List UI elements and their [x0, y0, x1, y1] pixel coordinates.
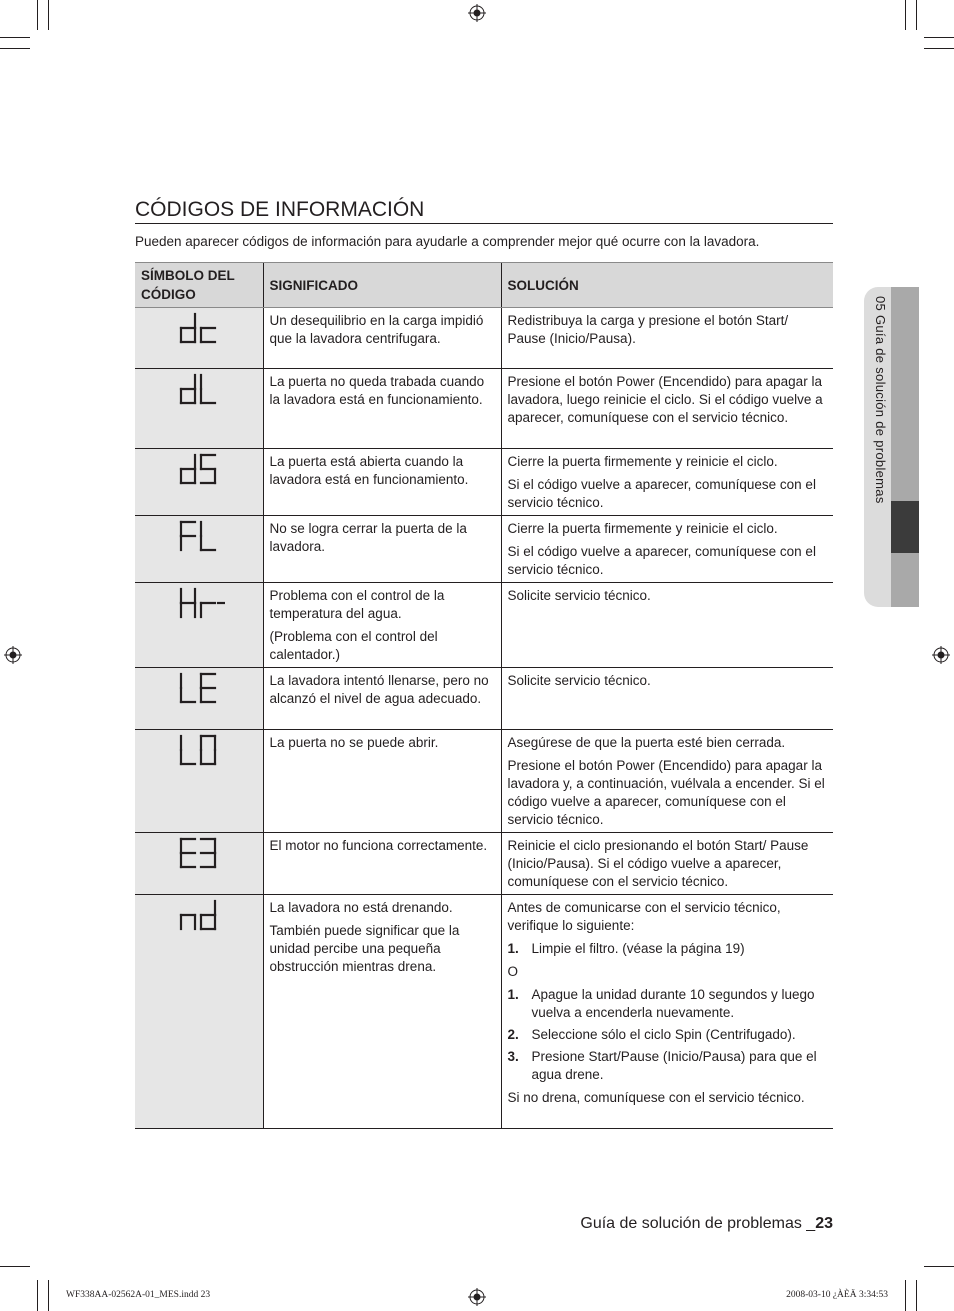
seven-segment-code — [179, 310, 227, 346]
crop-mark — [924, 1266, 954, 1267]
list-item — [508, 940, 828, 958]
header-solution: SOLUCIÓN — [501, 263, 833, 308]
footer-section-label: Guía de solución de problemas _ — [580, 1215, 816, 1232]
meaning-text: La puerta no se puede abrir. — [269, 735, 439, 750]
meaning-cell — [263, 308, 501, 369]
crop-mark — [0, 48, 30, 49]
code-symbol — [135, 583, 263, 668]
seven-segment-code — [179, 451, 227, 487]
solution-cell — [501, 895, 833, 1129]
table-row — [135, 369, 833, 449]
step-number: 1. — [507, 941, 519, 956]
footer-section-title — [580, 1215, 833, 1233]
chapter-tab-label: 05 Guía de solución de problemas — [873, 296, 888, 504]
info-codes-table — [135, 262, 833, 1129]
meaning-cell — [263, 583, 501, 668]
meaning-text: Un desequilibrio en la carga impidió que la lavadora centrifugara. — [269, 313, 484, 346]
solution-text: Cierre la puerta firmemente y reinicie el ciclo. — [507, 521, 778, 536]
code-symbol — [135, 730, 263, 833]
crop-mark — [37, 1280, 38, 1311]
table-row — [135, 895, 833, 1129]
table-row — [135, 583, 833, 668]
header-meaning: SIGNIFICADO — [263, 263, 501, 308]
crop-mark — [916, 0, 917, 30]
meaning-text: No se logra cerrar la puerta de la lavadora. — [269, 521, 467, 554]
meaning-text: La lavadora no está drenando. — [269, 900, 453, 915]
chapter-tab-marker — [891, 501, 919, 553]
seven-segment-code — [179, 371, 227, 407]
solution-cell — [501, 369, 833, 449]
page-title: CÓDIGOS DE INFORMACIÓN — [135, 198, 833, 224]
code-symbol — [135, 308, 263, 369]
meaning-cell — [263, 833, 501, 895]
registration-mark-icon — [932, 646, 950, 664]
meaning-text: La lavadora intentó llenarse, pero no alcanzó el nivel de agua adecuado. — [269, 673, 489, 706]
crop-mark — [905, 0, 906, 30]
meaning-text: (Problema con el control del calentador.) — [269, 629, 438, 662]
meaning-text: Problema con el control de la temperatura del agua. — [269, 588, 445, 621]
crop-mark — [37, 0, 38, 30]
step-text: Seleccione sólo el ciclo Spin (Centrifugado). — [531, 1027, 796, 1042]
solution-cell — [501, 583, 833, 668]
meaning-text: La puerta no queda trabada cuando la lavadora está en funcionamiento. — [269, 374, 485, 407]
seven-segment-code — [179, 585, 227, 621]
table-row — [135, 730, 833, 833]
table-row — [135, 516, 833, 583]
seven-segment-code — [179, 835, 227, 871]
step-text: Presione Start/Pause (Inicio/Pausa) para que el agua drene. — [531, 1049, 817, 1082]
solution-cell — [501, 449, 833, 516]
step-text: Limpie el filtro. (véase la página 19) — [531, 941, 745, 956]
solution-cell — [501, 516, 833, 583]
solution-text: Solicite servicio técnico. — [507, 673, 651, 688]
chapter-tab-band — [891, 287, 919, 607]
solution-text: Solicite servicio técnico. — [507, 588, 651, 603]
crop-mark — [905, 1280, 906, 1311]
solution-text: Presione el botón Power (Encendido) para apagar la lavadora, luego reinicie el ciclo. Si el código vuelve a aparecer, comuníquese con el servicio técnico. — [507, 374, 823, 425]
crop-mark — [0, 1266, 30, 1267]
page-number: 23 — [815, 1215, 833, 1232]
meaning-cell — [263, 895, 501, 1129]
code-symbol — [135, 369, 263, 449]
meaning-text: También puede significar que la unidad percibe una pequeña obstrucción mientras drena. — [269, 923, 460, 974]
code-symbol — [135, 516, 263, 583]
list-item — [508, 986, 828, 1022]
code-symbol — [135, 833, 263, 895]
steps-list — [508, 986, 828, 1084]
registration-mark-icon — [468, 1288, 486, 1306]
crop-mark — [916, 1280, 917, 1311]
table-row — [135, 449, 833, 516]
solution-text: Si el código vuelve a aparecer, comuníquese con el servicio técnico. — [507, 544, 816, 577]
crop-mark — [0, 37, 30, 38]
intro-text: Pueden aparecer códigos de información para ayudarle a comprender mejor qué ocurre con la lavadora. — [135, 234, 760, 249]
header-symbol: SÍMBOLO DEL CÓDIGO — [135, 263, 263, 308]
list-item — [508, 1026, 828, 1044]
crop-mark — [924, 48, 954, 49]
registration-mark-icon — [4, 646, 22, 664]
solution-cell — [501, 730, 833, 833]
solution-text: Si el código vuelve a aparecer, comuníquese con el servicio técnico. — [507, 477, 816, 510]
code-symbol — [135, 449, 263, 516]
solution-text: Antes de comunicarse con el servicio técnico, verifique lo siguiente: — [507, 900, 781, 933]
seven-segment-code — [179, 897, 227, 933]
or-text: O — [507, 964, 519, 979]
table-row — [135, 668, 833, 730]
crop-mark — [924, 37, 954, 38]
meaning-text: La puerta está abierta cuando la lavadora está en funcionamiento. — [269, 454, 469, 487]
solution-cell — [501, 308, 833, 369]
print-slug-date: 2008-03-10 ¿ÀÈÄ 3:34:53 — [786, 1290, 888, 1300]
step-number: 2. — [507, 1027, 519, 1042]
solution-text: Si no drena, comuníquese con el servicio técnico. — [507, 1090, 805, 1105]
table-row — [135, 833, 833, 895]
step-number: 3. — [507, 1049, 519, 1064]
seven-segment-code — [179, 518, 227, 554]
meaning-cell — [263, 730, 501, 833]
step-number: 1. — [507, 987, 519, 1002]
seven-segment-code — [179, 670, 227, 706]
registration-mark-icon — [468, 4, 486, 22]
crop-mark — [48, 1280, 49, 1311]
steps-list — [508, 940, 828, 958]
solution-text: Cierre la puerta firmemente y reinicie el ciclo. — [507, 454, 778, 469]
table-row — [135, 308, 833, 369]
crop-mark — [48, 0, 49, 30]
solution-cell — [501, 668, 833, 730]
meaning-text: El motor no funciona correctamente. — [269, 838, 488, 853]
code-symbol — [135, 668, 263, 730]
meaning-cell — [263, 369, 501, 449]
table-header-row — [135, 263, 833, 308]
solution-text: Redistribuya la carga y presione el botón Start/ Pause (Inicio/Pausa). — [507, 313, 789, 346]
solution-text: Presione el botón Power (Encendido) para apagar la lavadora y, a continuación, vuélvala a encender. Si el código vuelve a aparecer, comuníquese con el servicio técnico. — [507, 758, 825, 827]
seven-segment-code — [179, 732, 227, 768]
code-symbol — [135, 895, 263, 1129]
list-item — [508, 1048, 828, 1084]
solution-text: Asegúrese de que la puerta esté bien cerrada. — [507, 735, 786, 750]
print-slug-file: WF338AA-02562A-01_MES.indd 23 — [66, 1290, 211, 1300]
solution-text: Reinicie el ciclo presionando el botón Start/ Pause (Inicio/Pausa). Si el código vuelve a aparecer, comuníquese con el servicio técnico. — [507, 838, 809, 889]
meaning-cell — [263, 449, 501, 516]
meaning-cell — [263, 668, 501, 730]
meaning-cell — [263, 516, 501, 583]
step-text: Apague la unidad durante 10 segundos y luego vuelva a encenderla nuevamente. — [531, 987, 815, 1020]
solution-cell — [501, 833, 833, 895]
